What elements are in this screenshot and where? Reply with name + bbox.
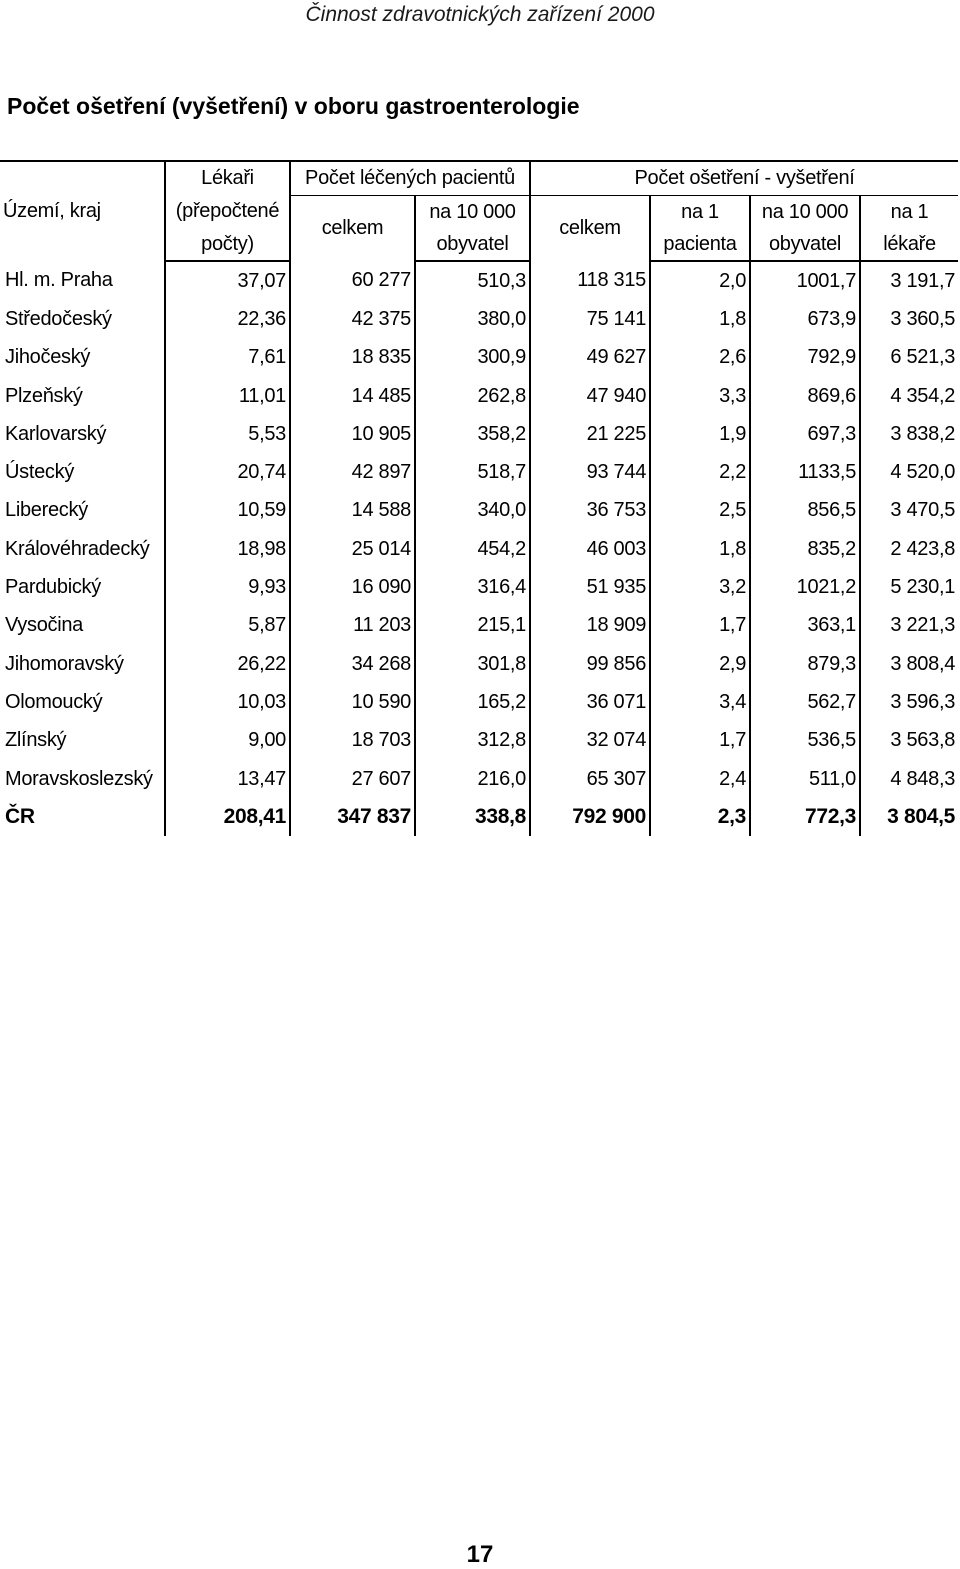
cell-patients: 42 897 xyxy=(290,453,415,491)
cell-patients-per-pop: 380,0 xyxy=(415,300,530,338)
cell-region: Jihočeský xyxy=(5,346,91,369)
cell-treatments: 36 753 xyxy=(530,492,650,530)
cell-treatments: 36 071 xyxy=(530,683,650,721)
cell-per-pop: 879,3 xyxy=(750,645,860,683)
header-per-doctor-line1: na 1 xyxy=(860,196,958,229)
cell-region: Jihomoravský xyxy=(5,652,124,675)
cell-doctors: 5,87 xyxy=(165,607,290,645)
cell-region: Pardubický xyxy=(5,576,101,599)
header-doctors-line2: (přepočtené xyxy=(165,196,290,229)
header-per-doctor-line2: lékaře xyxy=(860,228,958,261)
cell-patients: 34 268 xyxy=(290,645,415,683)
page-number: 17 xyxy=(466,1541,494,1568)
header-doctors-line3: počty) xyxy=(165,228,290,261)
cell-doctors: 10,59 xyxy=(165,492,290,530)
cell-patients-per-pop: 316,4 xyxy=(415,568,530,606)
cell-patients: 60 277 xyxy=(290,261,415,300)
cell-patients: 18 703 xyxy=(290,722,415,760)
cell-region: Ústecký xyxy=(5,461,75,484)
cell-patients-per-pop: 300,9 xyxy=(415,339,530,377)
cell-per-patient: 2,2 xyxy=(650,453,750,491)
cell-patients-per-pop: 216,0 xyxy=(415,760,530,798)
cell-doctors: 7,61 xyxy=(165,339,290,377)
cell-per-doctor: 4 354,2 xyxy=(860,377,958,415)
header-doctors-line1: Lékaři xyxy=(165,161,290,196)
cell-patients: 10 905 xyxy=(290,415,415,453)
cell-treatments: 47 940 xyxy=(530,377,650,415)
table-row-total xyxy=(0,798,958,836)
cell-doctors: 5,53 xyxy=(165,415,290,453)
cell-treatments: 21 225 xyxy=(530,415,650,453)
table-row xyxy=(0,415,958,453)
cell-per-doctor: 5 230,1 xyxy=(860,568,958,606)
cell-treatments: 75 141 xyxy=(530,300,650,338)
total-per-patient: 2,3 xyxy=(650,798,750,836)
table-row xyxy=(0,339,958,377)
cell-per-patient: 1,8 xyxy=(650,300,750,338)
cell-region: Středočeský xyxy=(5,307,112,330)
cell-region: Hl. m. Praha xyxy=(5,269,113,292)
header-patients-group: Počet léčených pacientů xyxy=(290,161,530,196)
cell-patients-per-pop: 165,2 xyxy=(415,683,530,721)
running-head: Činnost zdravotnických zařízení 2000 xyxy=(305,3,655,26)
cell-patients-per-pop: 215,1 xyxy=(415,607,530,645)
cell-doctors: 10,03 xyxy=(165,683,290,721)
cell-per-pop: 562,7 xyxy=(750,683,860,721)
cell-per-doctor: 3 470,5 xyxy=(860,492,958,530)
cell-treatments: 65 307 xyxy=(530,760,650,798)
cell-patients-per-pop: 358,2 xyxy=(415,415,530,453)
cell-per-patient: 3,4 xyxy=(650,683,750,721)
cell-doctors: 20,74 xyxy=(165,453,290,491)
cell-region: Moravskoslezský xyxy=(5,767,153,790)
table-row xyxy=(0,492,958,530)
cell-per-pop: 697,3 xyxy=(750,415,860,453)
cell-per-doctor: 3 838,2 xyxy=(860,415,958,453)
table-row xyxy=(0,645,958,683)
header-per-pop-line2: obyvatel xyxy=(750,228,860,261)
header-patients-total: celkem xyxy=(290,196,415,262)
cell-region: Karlovarský xyxy=(5,422,107,445)
cell-patients: 42 375 xyxy=(290,300,415,338)
cell-doctors: 37,07 xyxy=(165,261,290,300)
cell-per-doctor: 3 563,8 xyxy=(860,722,958,760)
table-row xyxy=(0,568,958,606)
cell-per-doctor: 6 521,3 xyxy=(860,339,958,377)
cell-region: Olomoucký xyxy=(5,690,103,713)
cell-patients-per-pop: 518,7 xyxy=(415,453,530,491)
cell-patients: 25 014 xyxy=(290,530,415,568)
table-row xyxy=(0,453,958,491)
cell-patients: 18 835 xyxy=(290,339,415,377)
cell-per-doctor: 3 191,7 xyxy=(860,261,958,300)
cell-per-doctor: 4 848,3 xyxy=(860,760,958,798)
cell-per-pop: 856,5 xyxy=(750,492,860,530)
cell-patients: 10 590 xyxy=(290,683,415,721)
cell-patients-per-pop: 510,3 xyxy=(415,261,530,300)
cell-per-pop: 511,0 xyxy=(750,760,860,798)
table-row xyxy=(0,261,958,300)
header-per-patient-line2: pacienta xyxy=(650,228,750,261)
header-patients-per-line1: na 10 000 xyxy=(415,196,530,229)
cell-per-doctor: 2 423,8 xyxy=(860,530,958,568)
cell-region: Vysočina xyxy=(5,614,84,637)
data-table xyxy=(0,160,958,836)
cell-doctors: 9,93 xyxy=(165,568,290,606)
cell-doctors: 18,98 xyxy=(165,530,290,568)
cell-patients-per-pop: 340,0 xyxy=(415,492,530,530)
cell-per-doctor: 3 596,3 xyxy=(860,683,958,721)
total-treatments: 792 900 xyxy=(530,798,650,836)
table-row xyxy=(0,300,958,338)
cell-treatments: 49 627 xyxy=(530,339,650,377)
cell-per-pop: 536,5 xyxy=(750,722,860,760)
cell-per-patient: 2,4 xyxy=(650,760,750,798)
cell-per-doctor: 3 808,4 xyxy=(860,645,958,683)
cell-patients-per-pop: 454,2 xyxy=(415,530,530,568)
table-header xyxy=(0,161,958,261)
header-per-patient-line1: na 1 xyxy=(650,196,750,229)
cell-treatments: 93 744 xyxy=(530,453,650,491)
header-patients-per-line2: obyvatel xyxy=(415,228,530,261)
cell-region: Zlínský xyxy=(5,729,67,752)
cell-doctors: 11,01 xyxy=(165,377,290,415)
cell-patients-per-pop: 312,8 xyxy=(415,722,530,760)
total-per-pop: 772,3 xyxy=(750,798,860,836)
cell-per-pop: 869,6 xyxy=(750,377,860,415)
cell-treatments: 46 003 xyxy=(530,530,650,568)
cell-per-patient: 2,0 xyxy=(650,261,750,300)
cell-patients: 11 203 xyxy=(290,607,415,645)
cell-per-patient: 2,6 xyxy=(650,339,750,377)
cell-treatments: 32 074 xyxy=(530,722,650,760)
cell-doctors: 13,47 xyxy=(165,760,290,798)
cell-patients: 16 090 xyxy=(290,568,415,606)
page-title: Počet ošetření (vyšetření) v oboru gastroenterologie xyxy=(7,93,580,119)
cell-per-pop: 363,1 xyxy=(750,607,860,645)
cell-per-patient: 2,5 xyxy=(650,492,750,530)
table-row xyxy=(0,683,958,721)
cell-patients: 27 607 xyxy=(290,760,415,798)
cell-per-doctor: 3 221,3 xyxy=(860,607,958,645)
cell-per-patient: 1,8 xyxy=(650,530,750,568)
table-body xyxy=(0,261,958,836)
table-row xyxy=(0,377,958,415)
cell-region: Plzeňský xyxy=(5,384,83,407)
cell-patients-per-pop: 262,8 xyxy=(415,377,530,415)
cell-patients: 14 485 xyxy=(290,377,415,415)
header-per-pop-line1: na 10 000 xyxy=(750,196,860,229)
cell-per-patient: 3,2 xyxy=(650,568,750,606)
cell-per-doctor: 4 520,0 xyxy=(860,453,958,491)
cell-per-patient: 1,9 xyxy=(650,415,750,453)
cell-per-patient: 2,9 xyxy=(650,645,750,683)
total-patients-per-pop: 338,8 xyxy=(415,798,530,836)
header-treatments-group: Počet ošetření - vyšetření xyxy=(530,161,958,196)
cell-region: Královéhradecký xyxy=(5,537,150,560)
table-row xyxy=(0,607,958,645)
cell-region: Liberecký xyxy=(5,499,88,522)
cell-doctors: 26,22 xyxy=(165,645,290,683)
header-territory: Území, kraj xyxy=(0,161,165,261)
cell-patients-per-pop: 301,8 xyxy=(415,645,530,683)
cell-per-patient: 1,7 xyxy=(650,607,750,645)
total-region: ČR xyxy=(5,805,35,829)
cell-per-patient: 1,7 xyxy=(650,722,750,760)
cell-treatments: 51 935 xyxy=(530,568,650,606)
cell-doctors: 9,00 xyxy=(165,722,290,760)
table-row xyxy=(0,722,958,760)
header-treatments-total: celkem xyxy=(530,196,650,262)
table-row xyxy=(0,760,958,798)
cell-per-pop: 835,2 xyxy=(750,530,860,568)
table-row xyxy=(0,530,958,568)
cell-treatments: 18 909 xyxy=(530,607,650,645)
cell-per-pop: 1133,5 xyxy=(750,453,860,491)
total-per-doctor: 3 804,5 xyxy=(860,798,958,836)
cell-doctors: 22,36 xyxy=(165,300,290,338)
cell-per-patient: 3,3 xyxy=(650,377,750,415)
cell-per-pop: 673,9 xyxy=(750,300,860,338)
cell-treatments: 118 315 xyxy=(530,261,650,300)
cell-per-pop: 792,9 xyxy=(750,339,860,377)
total-patients: 347 837 xyxy=(290,798,415,836)
cell-per-doctor: 3 360,5 xyxy=(860,300,958,338)
total-doctors: 208,41 xyxy=(165,798,290,836)
cell-patients: 14 588 xyxy=(290,492,415,530)
cell-treatments: 99 856 xyxy=(530,645,650,683)
cell-per-pop: 1001,7 xyxy=(750,261,860,300)
cell-per-pop: 1021,2 xyxy=(750,568,860,606)
